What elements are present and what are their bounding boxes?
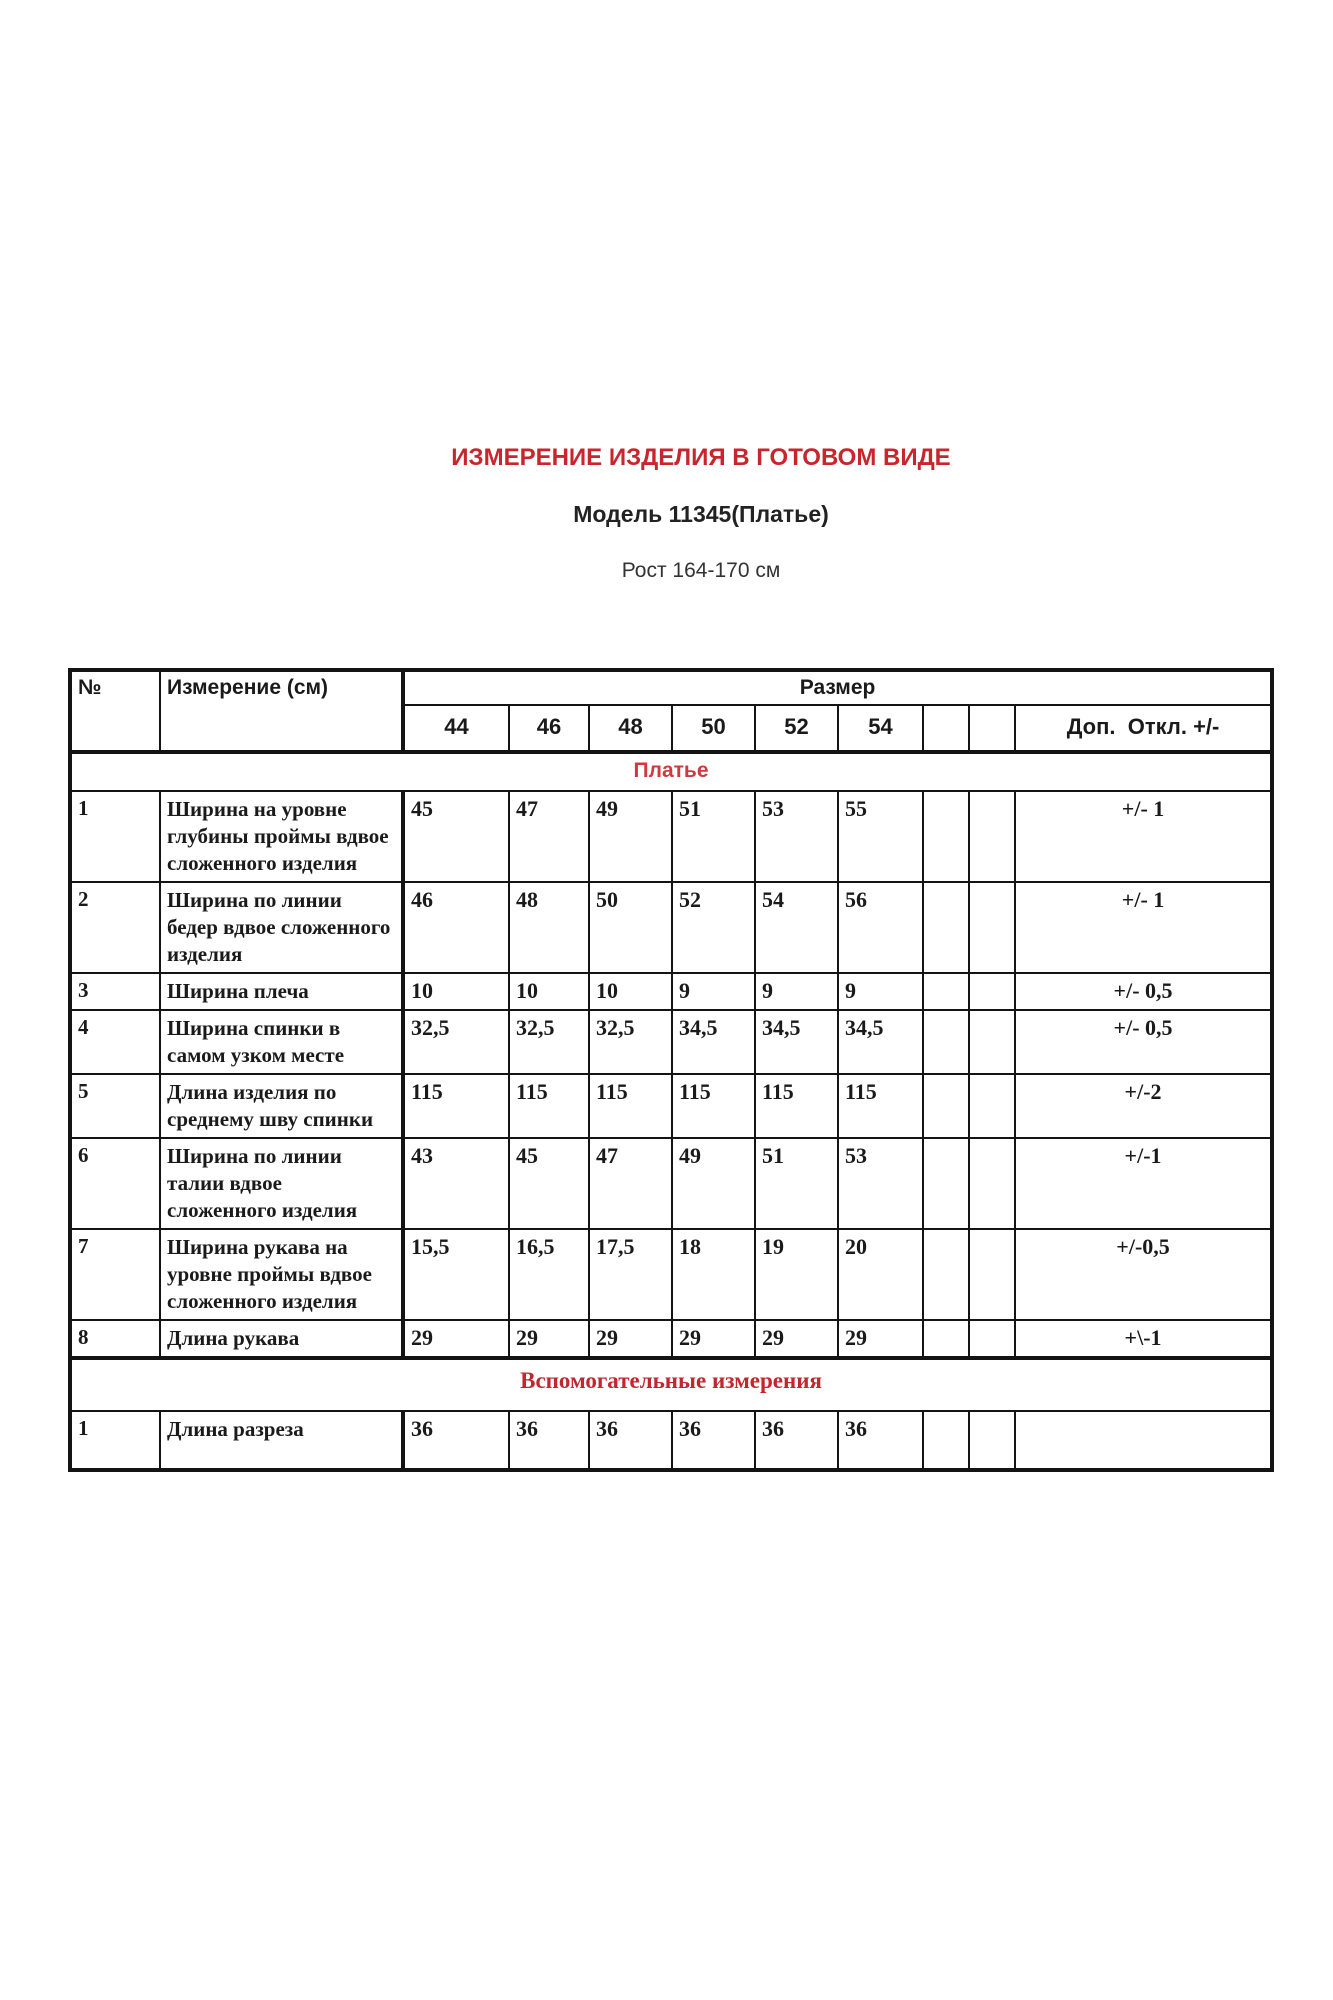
size-value: 54 [755, 882, 838, 973]
size-value: 46 [403, 882, 509, 973]
empty-cell [923, 1320, 969, 1358]
empty-cell [923, 1138, 969, 1229]
size-value: 115 [403, 1074, 509, 1138]
size-value: 36 [838, 1411, 923, 1470]
size-value: 47 [509, 791, 589, 882]
empty-cell [969, 1411, 1015, 1470]
document-title: ИЗМЕРЕНИЕ ИЗДЕЛИЯ В ГОТОВОМ ВИДЕ [451, 444, 951, 471]
empty-cell [923, 1074, 969, 1138]
empty-cell [923, 791, 969, 882]
col-header-size-52: 52 [755, 705, 838, 752]
empty-cell [923, 1411, 969, 1470]
row-number: 6 [70, 1138, 160, 1229]
deviation-value: +/- 1 [1015, 882, 1272, 973]
height-range: Рост 164-170 см [621, 559, 781, 582]
size-value: 49 [589, 791, 672, 882]
size-value: 16,5 [509, 1229, 589, 1320]
table-row [70, 1138, 1272, 1229]
row-number: 8 [70, 1320, 160, 1358]
size-value: 49 [672, 1138, 755, 1229]
size-value: 56 [838, 882, 923, 973]
col-header-measurement: Измерение (см) [160, 670, 403, 752]
measurement-label: Длина разреза [160, 1411, 403, 1470]
size-value: 9 [672, 973, 755, 1010]
size-value: 115 [755, 1074, 838, 1138]
size-value: 115 [509, 1074, 589, 1138]
size-value: 51 [755, 1138, 838, 1229]
empty-cell [923, 1229, 969, 1320]
size-value: 45 [509, 1138, 589, 1229]
table-row [70, 882, 1272, 973]
deviation-value: +/- 1 [1015, 791, 1272, 882]
table-row [70, 1074, 1272, 1138]
table-header-row-1 [70, 670, 1272, 705]
col-header-size-50: 50 [672, 705, 755, 752]
size-value: 29 [755, 1320, 838, 1358]
size-value: 36 [403, 1411, 509, 1470]
size-value: 51 [672, 791, 755, 882]
size-value: 34,5 [755, 1010, 838, 1074]
deviation-value: +/- 0,5 [1015, 1010, 1272, 1074]
size-value: 36 [589, 1411, 672, 1470]
size-value: 29 [672, 1320, 755, 1358]
table-row [70, 1010, 1272, 1074]
size-value: 50 [589, 882, 672, 973]
deviation-value: +/-0,5 [1015, 1229, 1272, 1320]
col-header-empty-1 [923, 705, 969, 752]
size-value: 10 [589, 973, 672, 1010]
col-header-size-46: 46 [509, 705, 589, 752]
section-title: Вспомогательные измерения [70, 1358, 1272, 1411]
size-value: 115 [838, 1074, 923, 1138]
deviation-value [1015, 1411, 1272, 1470]
size-value: 9 [755, 973, 838, 1010]
size-value: 20 [838, 1229, 923, 1320]
section-title: Платье [70, 752, 1272, 791]
size-value: 10 [509, 973, 589, 1010]
row-number: 1 [70, 1411, 160, 1470]
row-number: 4 [70, 1010, 160, 1074]
size-value: 34,5 [672, 1010, 755, 1074]
size-value: 15,5 [403, 1229, 509, 1320]
size-value: 36 [509, 1411, 589, 1470]
empty-cell [969, 1010, 1015, 1074]
empty-cell [969, 1229, 1015, 1320]
measurement-label: Длина изделия по среднему шву спинки [160, 1074, 403, 1138]
table-row [70, 1411, 1272, 1470]
model-subtitle: Модель 11345(Платье) [573, 501, 829, 527]
section-header-row [70, 1358, 1272, 1411]
row-number: 7 [70, 1229, 160, 1320]
col-header-size-48: 48 [589, 705, 672, 752]
table-row [70, 1320, 1272, 1358]
size-value: 32,5 [403, 1010, 509, 1074]
empty-cell [969, 1320, 1015, 1358]
size-value: 36 [755, 1411, 838, 1470]
size-value: 29 [589, 1320, 672, 1358]
size-value: 34,5 [838, 1010, 923, 1074]
col-header-deviation: Доп. Откл. +/- [1015, 705, 1272, 752]
size-value: 10 [403, 973, 509, 1010]
empty-cell [969, 882, 1015, 973]
measurement-label: Ширина рукава на уровне проймы вдвое сложенного изделия [160, 1229, 403, 1320]
size-value: 115 [672, 1074, 755, 1138]
row-number: 5 [70, 1074, 160, 1138]
empty-cell [969, 973, 1015, 1010]
section-header-row [70, 752, 1272, 791]
table-row [70, 1229, 1272, 1320]
measurement-label: Ширина на уровне глубины проймы вдвое сложенного изделия [160, 791, 403, 882]
size-value: 17,5 [589, 1229, 672, 1320]
col-header-number: № [70, 670, 160, 752]
col-header-size-54: 54 [838, 705, 923, 752]
deviation-value: +\-1 [1015, 1320, 1272, 1358]
size-value: 53 [755, 791, 838, 882]
row-number: 2 [70, 882, 160, 973]
size-value: 43 [403, 1138, 509, 1229]
col-header-empty-2 [969, 705, 1015, 752]
size-value: 29 [403, 1320, 509, 1358]
size-value: 29 [838, 1320, 923, 1358]
deviation-value: +/-1 [1015, 1138, 1272, 1229]
title-block [100, 444, 1302, 584]
col-header-size-group: Размер [403, 670, 1272, 705]
measurements-table [68, 668, 1274, 1472]
size-value: 47 [589, 1138, 672, 1229]
empty-cell [923, 1010, 969, 1074]
size-value: 32,5 [509, 1010, 589, 1074]
measurement-label: Ширина спинки в самом узком месте [160, 1010, 403, 1074]
size-value: 53 [838, 1138, 923, 1229]
table-row [70, 791, 1272, 882]
measurement-label: Ширина по линии талии вдвое сложенного изделия [160, 1138, 403, 1229]
row-number: 3 [70, 973, 160, 1010]
size-value: 19 [755, 1229, 838, 1320]
table-row [70, 973, 1272, 1010]
size-value: 48 [509, 882, 589, 973]
col-header-size-44: 44 [403, 705, 509, 752]
empty-cell [969, 791, 1015, 882]
size-value: 45 [403, 791, 509, 882]
empty-cell [969, 1074, 1015, 1138]
size-value: 9 [838, 973, 923, 1010]
size-value: 18 [672, 1229, 755, 1320]
size-value: 32,5 [589, 1010, 672, 1074]
empty-cell [923, 973, 969, 1010]
size-value: 29 [509, 1320, 589, 1358]
deviation-value: +/- 0,5 [1015, 973, 1272, 1010]
table-body [70, 752, 1272, 1470]
size-value: 36 [672, 1411, 755, 1470]
measurement-label: Ширина по линии бедер вдвое сложенного изделия [160, 882, 403, 973]
size-value: 52 [672, 882, 755, 973]
deviation-value: +/-2 [1015, 1074, 1272, 1138]
measurement-label: Ширина плеча [160, 973, 403, 1010]
empty-cell [969, 1138, 1015, 1229]
size-value: 115 [589, 1074, 672, 1138]
row-number: 1 [70, 791, 160, 882]
empty-cell [923, 882, 969, 973]
size-value: 55 [838, 791, 923, 882]
measurement-label: Длина рукава [160, 1320, 403, 1358]
